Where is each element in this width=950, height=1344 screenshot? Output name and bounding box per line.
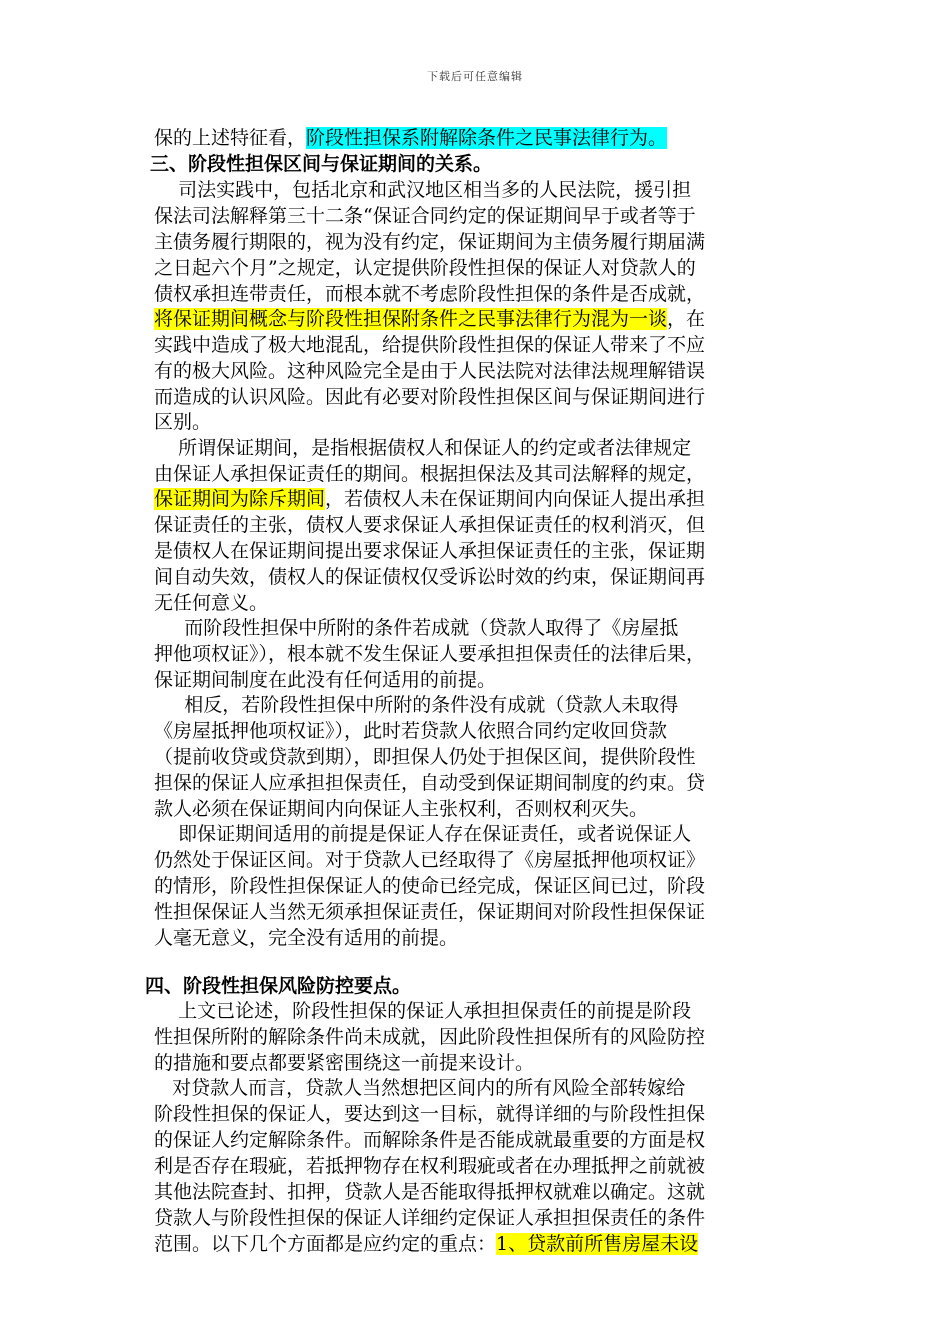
text-segment: 对贷款人而言，贷款人当然想把区间内的所有风险全部转嫁给 [154, 1077, 686, 1099]
text-segment: 保法司法解释第三十二条“保证合同约定的保证期间早于或者等于 [154, 205, 696, 227]
text-segment: 有的极大风险。这种风险完全是由于人民法院对法律法规理解错误 [154, 360, 706, 382]
text-line [154, 1101, 950, 1127]
text-segment: 而阶段性担保中所附的条件若成就（贷款人取得了《房屋抵 [154, 617, 679, 639]
text-line [154, 1231, 950, 1257]
text-line [154, 486, 950, 512]
text-segment: 由保证人承担保证责任的期间。根据担保法及其司法解释的规定， [154, 463, 706, 485]
text-segment: 人毫无意义，完全没有适用的前提。 [154, 927, 459, 949]
text-segment: 阶段性担保的保证人，要达到这一目标，就得详细的与阶段性担保 [154, 1103, 706, 1125]
text-line [154, 306, 950, 332]
text-segment: 主债务履行期限的，视为没有约定，保证期间为主债务履行期届满 [154, 231, 706, 253]
text-line [154, 125, 950, 151]
highlighted-text: 1、贷款前所售房屋未设 [496, 1233, 699, 1255]
text-segment: 的保证人约定解除条件。而解除条件是否能成就最重要的方面是权 [154, 1129, 706, 1151]
text-segment: 保证责任的主张，债权人要求保证人承担保证责任的权利消灭，但 [154, 514, 706, 536]
text-segment: 的措施和要点都要紧密围绕这一前提来设计。 [154, 1052, 535, 1074]
text-segment: 无任何意义。 [154, 592, 269, 614]
text-segment: 范围。以下几个方面都是应约定的重点： [154, 1233, 497, 1255]
text-line [154, 1205, 950, 1231]
text-segment: 是债权人在保证期间提出要求保证人承担保证责任的主张，保证期 [154, 540, 706, 562]
text-line [154, 435, 950, 461]
text-segment: 的情形，阶段性担保保证人的使命已经完成，保证区间已过，阶段 [154, 875, 706, 897]
text-line [154, 203, 950, 229]
text-segment: 仍然处于保证区间。对于贷款人已经取得了《房屋抵押他项权证》 [154, 849, 706, 871]
text-segment: 之日起六个月”之规定，认定提供阶段性担保的保证人对贷款人的 [154, 257, 696, 279]
text-line [154, 409, 950, 435]
text-segment: ，若债权人未在保证期间内向保证人提出承担 [325, 488, 706, 510]
text-line [154, 1075, 950, 1101]
text-line [154, 744, 950, 770]
highlighted-text: 保证期间为除斥期间 [154, 488, 326, 510]
text-line [154, 692, 950, 718]
text-line [154, 1127, 950, 1153]
text-line [154, 1179, 950, 1205]
text-line [154, 332, 950, 358]
text-segment: 司法实践中，包括北京和武汉地区相当多的人民法院，援引担 [154, 179, 692, 201]
section-heading [145, 973, 950, 999]
text-line [154, 925, 950, 951]
text-segment: 四、阶段性担保风险防控要点。 [145, 975, 412, 997]
text-segment: 相反，若阶段性担保中所附的条件没有成就（贷款人未取得 [154, 694, 679, 716]
text-segment: 押他项权证》），根本就不发生保证人要承担担保责任的法律后果， [154, 643, 706, 665]
text-segment: 贷款人与阶段性担保的保证人详细约定保证人承担担保责任的条件 [154, 1207, 706, 1229]
section-heading [150, 151, 950, 177]
text-line [154, 770, 950, 796]
text-segment: 利是否存在瑕疵，若抵押物存在权利瑕疵或者在办理抵押之前就被 [154, 1155, 706, 1177]
text-line [154, 461, 950, 487]
text-line [154, 281, 950, 307]
text-line [154, 899, 950, 925]
highlighted-text: 将保证期间概念与阶段性担保附条件之民事法律行为混为一谈 [154, 308, 668, 330]
text-segment: 款人必须在保证期间内向保证人主张权利，否则权利灭失。 [154, 798, 649, 820]
text-line [154, 718, 950, 744]
text-line [154, 255, 950, 281]
text-segment: ，在 [667, 308, 706, 330]
text-segment: 其他法院查封、扣押，贷款人是否能取得抵押权就难以确定。这就 [154, 1181, 706, 1203]
text-segment: 三、阶段性担保区间与保证期间的关系。 [150, 153, 493, 175]
text-line [154, 384, 950, 410]
text-line [154, 564, 950, 590]
text-line [154, 847, 950, 873]
text-line [154, 796, 950, 822]
text-segment: 实践中造成了极大地混乱，给提供阶段性担保的保证人带来了不应 [154, 334, 706, 356]
text-segment: 所谓保证期间，是指根据债权人和保证人的约定或者法律规定 [154, 437, 692, 459]
text-segment: 债权承担连带责任，而根本就不考虑阶段性担保的条件是否成就， [154, 283, 706, 305]
text-segment: 上文已论述，阶段性担保的保证人承担担保责任的前提是阶段 [154, 1000, 692, 1022]
text-line [154, 1050, 950, 1076]
page-header: 下载后可任意编辑 [427, 70, 523, 83]
text-segment: 区别。 [154, 411, 212, 433]
text-segment: 间自动失效，债权人的保证债权仅受诉讼时效的约束，保证期间再 [154, 566, 706, 588]
text-line [154, 615, 950, 641]
text-line [154, 1153, 950, 1179]
highlighted-text: 阶段性担保系附解除条件之民事法律行为。 [306, 127, 668, 149]
text-line [154, 177, 950, 203]
text-line [154, 1024, 950, 1050]
text-segment: 保证期间制度在此没有任何适用的前提。 [154, 669, 497, 691]
text-segment: 性担保保证人当然无须承担保证责任，保证期间对阶段性担保保证 [154, 901, 706, 923]
text-segment: 而造成的认识风险。因此有必要对阶段性担保区间与保证期间进行 [154, 386, 706, 408]
text-line [154, 998, 950, 1024]
text-line [154, 590, 950, 616]
text-line [154, 538, 950, 564]
text-line [154, 641, 950, 667]
text-line [154, 358, 950, 384]
text-line [154, 229, 950, 255]
text-line [154, 821, 950, 847]
text-line [154, 873, 950, 899]
text-segment: 保的上述特征看， [154, 127, 307, 149]
text-segment: 《房屋抵押他项权证》），此时若贷款人依照合同约定收回贷款 [154, 720, 668, 742]
text-segment: （提前收贷或贷款到期），即担保人仍处于担保区间，提供阶段性 [154, 746, 696, 768]
text-line [154, 667, 950, 693]
text-line [154, 512, 950, 538]
text-segment: 性担保所附的解除条件尚未成就，因此阶段性担保所有的风险防控 [154, 1026, 706, 1048]
text-segment: 担保的保证人应承担担保责任，自动受到保证期间制度的约束。贷 [154, 772, 706, 794]
text-segment: 即保证期间适用的前提是保证人存在保证责任，或者说保证人 [154, 823, 692, 845]
